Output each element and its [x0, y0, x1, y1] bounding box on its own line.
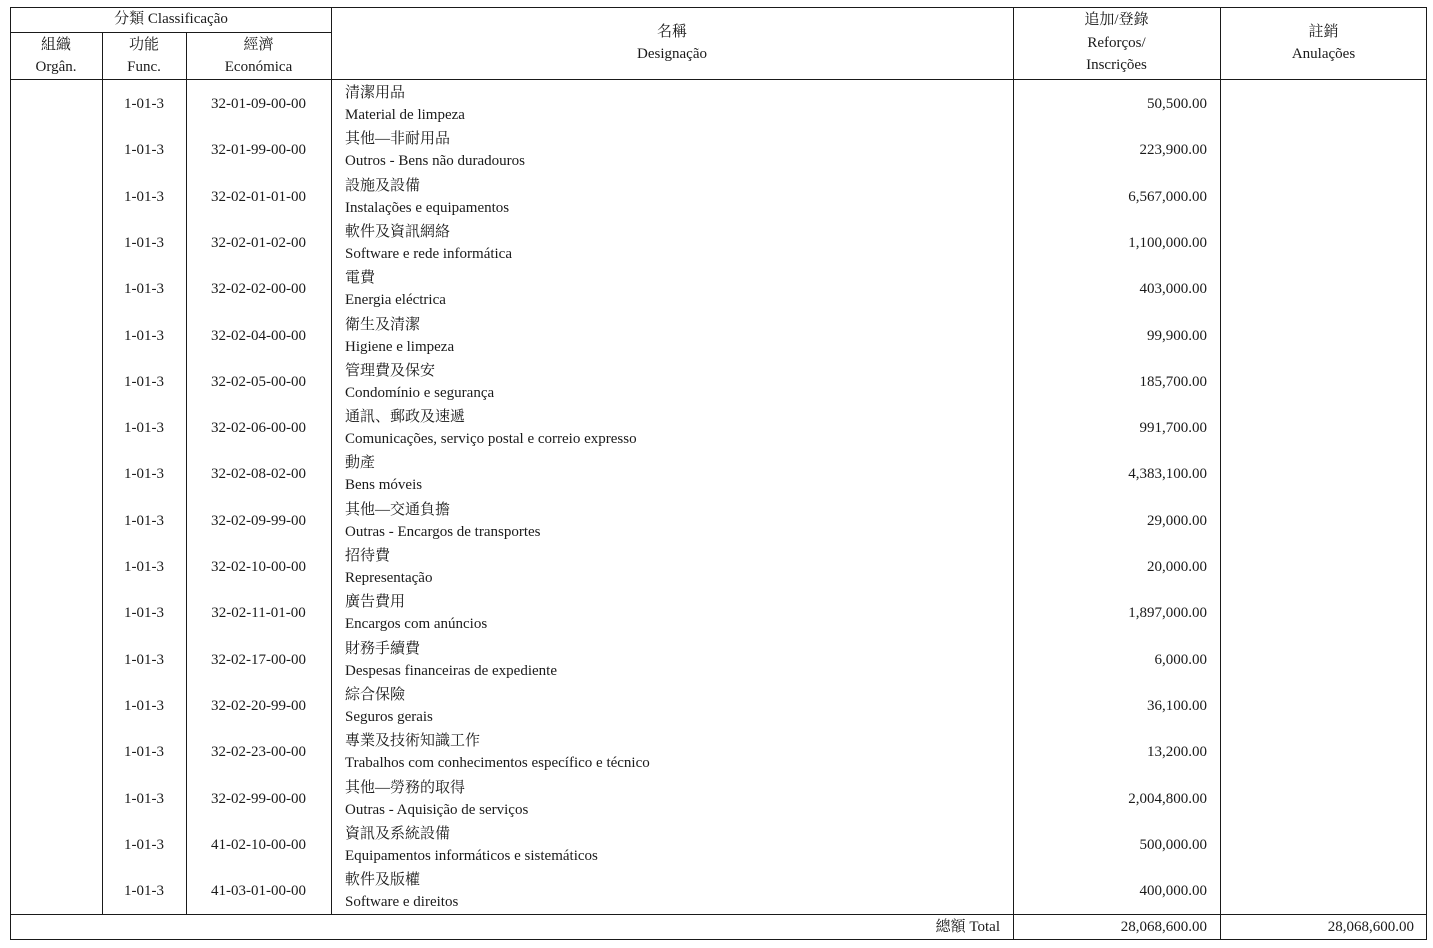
econ-code: 41-03-01-00-00	[211, 883, 306, 900]
designation-zh: 綜合保險	[345, 686, 406, 703]
econ-code: 32-01-99-00-00	[211, 142, 306, 159]
econ-header-pt: Económica	[224, 59, 293, 75]
reinforcement-amount: 6,000.00	[1154, 651, 1207, 668]
func-code: 1-01-3	[124, 234, 164, 251]
table-row	[10, 682, 1427, 728]
designation-pt: Higiene e limpeza	[345, 338, 455, 355]
designation-pt: Software e rede informática	[345, 245, 512, 262]
econ-code: 32-02-10-00-00	[211, 559, 306, 575]
func-code: 1-01-3	[124, 605, 164, 622]
designation-pt: Trabalhos com conhecimentos específico e técnico	[345, 755, 650, 772]
reinforcement-amount: 13,200.00	[1147, 744, 1207, 761]
annulment-header-pt: Anulações	[1291, 46, 1356, 62]
func-code: 1-01-3	[124, 142, 164, 159]
reinforcement-amount: 2,004,800.00	[1128, 790, 1207, 807]
econ-code: 32-02-01-01-00	[211, 188, 306, 205]
organ-header-zh: 組織	[40, 37, 71, 53]
designation-zh: 衛生及清潔	[345, 316, 421, 333]
func-code: 1-01-3	[124, 188, 164, 205]
designation-pt: Bens móveis	[345, 477, 423, 494]
designation-zh: 財務手續費	[345, 640, 421, 657]
table-row	[10, 126, 1427, 172]
func-code: 1-01-3	[124, 836, 164, 853]
econ-code: 32-02-20-99-00	[211, 697, 306, 714]
designation-zh: 動產	[345, 455, 376, 472]
total-top-border	[10, 914, 1427, 915]
table-row	[10, 821, 1427, 867]
table-row	[10, 312, 1427, 358]
func-header-zh: 功能	[128, 37, 159, 53]
reinforcement-amount: 403,000.00	[1139, 281, 1207, 298]
designation-pt: Outros - Bens não duradouros	[345, 153, 525, 170]
table-row	[10, 775, 1427, 821]
reinforcement-amount: 991,700.00	[1139, 420, 1207, 437]
func-code: 1-01-3	[124, 96, 164, 112]
econ-code: 32-02-06-00-00	[211, 420, 306, 437]
table-row	[10, 219, 1427, 265]
econ-code: 32-02-04-00-00	[211, 327, 306, 344]
table-row	[10, 589, 1427, 635]
func-code: 1-01-3	[124, 790, 164, 807]
designation-pt: Encargos com anúncios	[345, 616, 488, 633]
econ-code: 41-02-10-00-00	[211, 836, 306, 853]
reinforcement-amount: 500,000.00	[1139, 836, 1207, 853]
func-code: 1-01-3	[124, 327, 164, 344]
designation-zh: 軟件及資訊網絡	[345, 223, 451, 240]
designation-pt: Comunicações, serviço postal e correio expresso	[345, 431, 637, 448]
designation-pt: Outras - Encargos de transportes	[345, 523, 541, 540]
table-row	[10, 728, 1427, 774]
econ-code: 32-02-99-00-00	[211, 790, 306, 807]
func-code: 1-01-3	[124, 281, 164, 298]
designation-zh: 管理費及保安	[345, 362, 436, 379]
name-header-pt: Designação	[637, 46, 707, 62]
econ-code: 32-02-23-00-00	[211, 744, 306, 761]
designation-zh: 資訊及系統設備	[345, 825, 451, 842]
table-row	[10, 173, 1427, 219]
table-row	[10, 265, 1427, 311]
reinforcement-amount: 36,100.00	[1147, 697, 1207, 714]
func-code: 1-01-3	[124, 651, 164, 668]
econ-header-zh: 經濟	[243, 37, 274, 53]
designation-zh: 其他—勞務的取得	[345, 779, 466, 796]
designation-pt: Energia eléctrica	[345, 292, 446, 309]
designation-pt: Outras - Aquisição de serviços	[345, 801, 529, 818]
reinforcement-amount: 1,100,000.00	[1128, 234, 1207, 251]
func-code: 1-01-3	[124, 883, 164, 900]
designation-zh: 廣告費用	[345, 594, 406, 611]
econ-code: 32-02-17-00-00	[211, 651, 306, 668]
reinforcement-header-pt2: Inscrições	[1086, 57, 1147, 73]
designation-zh: 專業及技術知識工作	[345, 733, 481, 750]
budget-table	[10, 7, 1427, 940]
econ-code: 32-01-09-00-00	[211, 96, 306, 112]
designation-pt: Condomínio e segurança	[345, 384, 495, 401]
econ-code: 32-02-09-99-00	[211, 512, 306, 529]
func-code: 1-01-3	[124, 420, 164, 437]
reinforcement-amount: 185,700.00	[1139, 373, 1207, 390]
designation-pt: Seguros gerais	[345, 708, 433, 725]
econ-code: 32-02-05-00-00	[211, 373, 306, 390]
designation-pt: Despesas financeiras de expediente	[345, 662, 557, 679]
func-code: 1-01-3	[124, 512, 164, 529]
designation-zh: 電費	[345, 270, 376, 287]
reinforcement-amount: 20,000.00	[1147, 559, 1207, 575]
reinforcement-amount: 29,000.00	[1147, 512, 1207, 529]
classification-header: 分類 Classificação	[114, 11, 228, 27]
econ-code: 32-02-08-02-00	[211, 466, 306, 483]
reinforcement-amount: 400,000.00	[1139, 883, 1207, 900]
func-code: 1-01-3	[124, 466, 164, 483]
designation-zh: 招待費	[345, 548, 391, 564]
classification-divider	[10, 32, 332, 33]
designation-zh: 設施及設備	[345, 177, 421, 194]
total-label: 總額 Total	[935, 919, 1000, 935]
total-reinforcement: 28,068,600.00	[1120, 919, 1207, 935]
reinforcement-header-pt1: Reforços/	[1087, 35, 1146, 51]
table-row	[10, 358, 1427, 404]
table-row	[10, 80, 1427, 126]
designation-zh: 清潔用品	[345, 85, 406, 101]
designation-pt: Material de limpeza	[345, 107, 465, 123]
reinforcement-amount: 4,383,100.00	[1128, 466, 1207, 483]
name-header-zh: 名稱	[656, 24, 687, 40]
func-code: 1-01-3	[124, 373, 164, 390]
designation-zh: 其他—非耐用品	[345, 131, 451, 148]
func-header-pt: Func.	[127, 59, 161, 75]
table-row	[10, 636, 1427, 682]
reinforcement-amount: 50,500.00	[1147, 96, 1207, 112]
econ-code: 32-02-11-01-00	[211, 605, 306, 622]
designation-pt: Equipamentos informáticos e sistemáticos	[345, 847, 598, 864]
table-row	[10, 450, 1427, 496]
designation-pt: Instalações e equipamentos	[345, 199, 510, 216]
organ-header-pt: Orgân.	[35, 59, 77, 75]
designation-zh: 軟件及版權	[345, 872, 421, 889]
table-row	[10, 867, 1427, 913]
table-bottom-border	[10, 939, 1427, 940]
econ-code: 32-02-01-02-00	[211, 234, 306, 251]
table-row	[10, 404, 1427, 450]
reinforcement-header-zh: 追加/登錄	[1084, 12, 1149, 28]
reinforcement-amount: 223,900.00	[1139, 142, 1207, 159]
func-code: 1-01-3	[124, 744, 164, 761]
func-code: 1-01-3	[124, 559, 164, 575]
designation-zh: 通訊、郵政及速遞	[345, 409, 466, 426]
table-row	[10, 543, 1427, 589]
designation-pt: Software e direitos	[345, 894, 459, 911]
table-top-border	[10, 7, 1427, 8]
func-code: 1-01-3	[124, 697, 164, 714]
table-row	[10, 497, 1427, 543]
designation-zh: 其他—交通負擔	[345, 501, 451, 518]
reinforcement-amount: 6,567,000.00	[1128, 188, 1207, 205]
reinforcement-amount: 99,900.00	[1147, 327, 1207, 344]
designation-pt: Representação	[345, 570, 433, 586]
reinforcement-amount: 1,897,000.00	[1128, 605, 1207, 622]
annulment-header-zh: 註銷	[1308, 24, 1339, 40]
total-annulment: 28,068,600.00	[1327, 919, 1414, 935]
econ-code: 32-02-02-00-00	[211, 281, 306, 298]
